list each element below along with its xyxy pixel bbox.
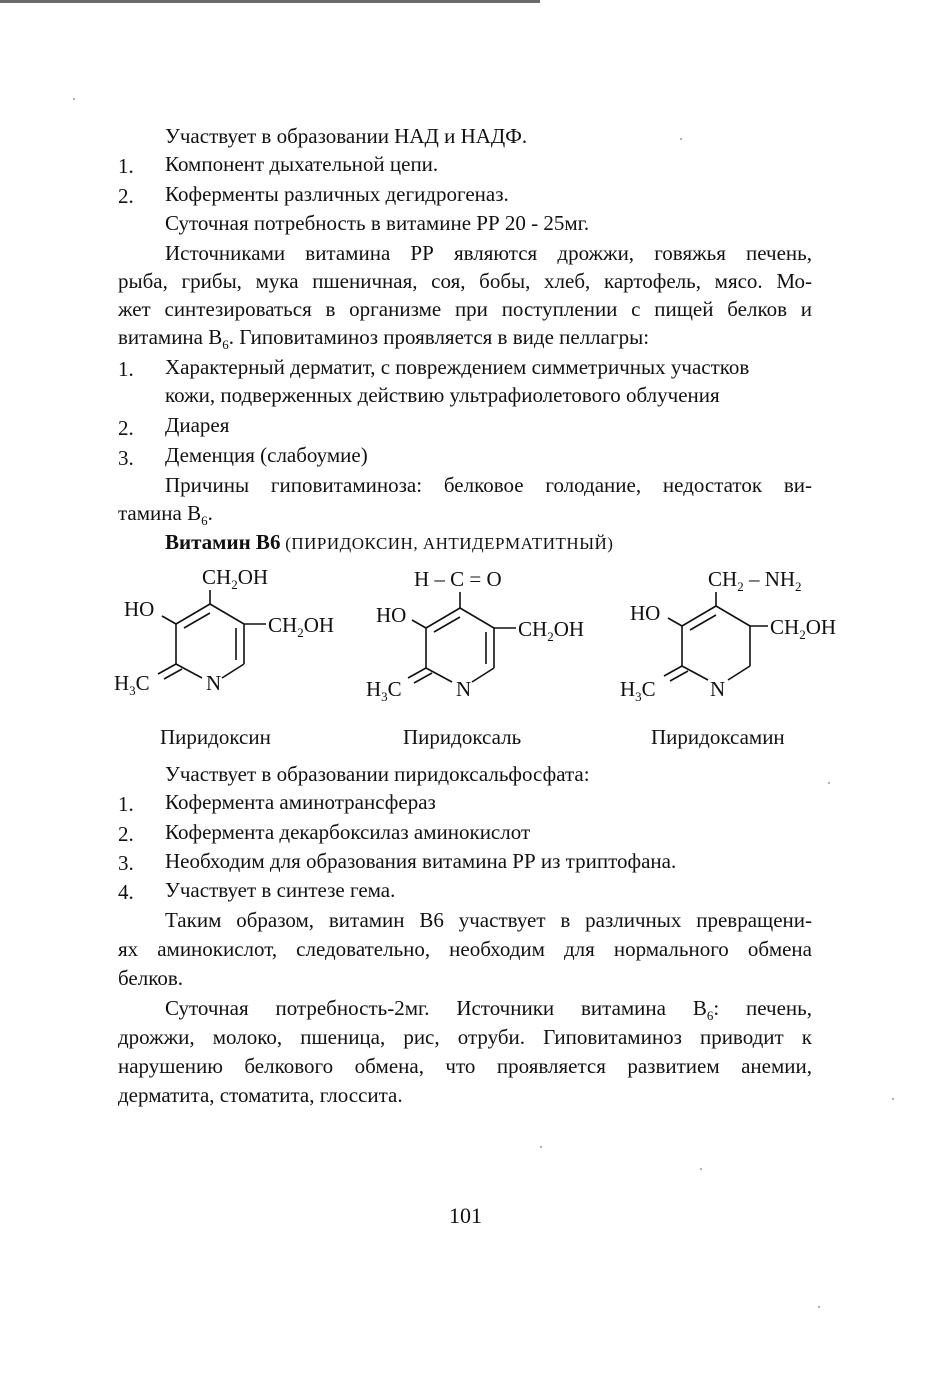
paragraph-b6-sources-line3: нарушению белкового обмена, что проявляется развитием анемии, [118,1054,812,1078]
list1-number-2: 2. [118,184,134,208]
paragraph-sources-pp-line4: витамина $В_6$. Гиповитаминоз проявляется в виде пеллагры: [118,325,650,352]
list2-number-1: 1. [118,357,134,381]
section-heading-vitamin-b6: Витамин В6 (ПИРИДОКСИН, АНТИДЕРМАТИТНЫЙ) [165,530,614,554]
paragraph-conclusion-line1: Таким образом, витамин В6 участвует в различных превращени- [165,908,812,932]
list1-number-1: 1. [118,154,134,178]
paragraph-b6-sources-line1: Суточная потребность-2мг. Источники витамина $В_6$: печень, [165,996,812,1023]
list3-item-3: Необходим для образования витамина РР из триптофана. [165,849,677,873]
scan-speck [680,138,682,140]
pyridoxamine-right-group: $CH_2OH$ [770,615,837,642]
paragraph-sources-pp-line1: Источниками витамина РР являются дрожжи, говяжья печень, [165,241,812,265]
scan-speck [892,1098,894,1100]
pyridoxine-ho-label: HO [124,597,155,621]
paragraph-b6-sources-line2: дрожжи, молоко, пшеница, рис, отруби. Гиповитаминоз приводит к [118,1025,812,1049]
list3-item-2: Кофермента декарбоксилаз аминокислот [165,820,531,844]
list1-item-1: Компонент дыхательной цепи. [165,152,439,176]
pyridoxal-h3c-label: $H_3C$ [366,677,402,704]
paragraph-b6-sources-line4: дерматита, стоматита, глоссита. [118,1083,403,1107]
scan-speck [73,98,75,100]
list2-number-2: 2. [118,416,134,440]
scan-speck [828,782,830,784]
list3-item-1: Кофермента аминотрансфераз [165,790,436,814]
pyridoxal-top-group: H – C = O [414,567,502,591]
scan-speck [700,1168,702,1170]
list3-number-4: 4. [118,880,134,904]
scan-speck [818,1306,820,1308]
paragraph-causes-line2: тамина $В_6$. [118,501,213,528]
list2-item-1: Характерный дерматит, с повреждением симметричных участков [165,355,750,379]
caption-pyridoxamine: Пиридоксамин [651,725,785,749]
paragraph-daily-need-pp: Суточная потребность в витамине РР 20 - 25мг. [165,211,590,235]
paragraph-conclusion-line3: белков. [118,966,184,990]
pyridoxal-n-label: N [456,677,472,701]
paragraph-sources-pp-line3: жет синтезироваться в организме при поступлении с пищей белков и [118,297,812,321]
structure-pyridoxine [110,558,360,708]
pyridoxine-top-group: $CH_2OH$ [202,565,269,592]
caption-pyridoxine: Пиридоксин [160,725,271,749]
list2-item-2: Диарея [165,413,230,437]
list3-number-3: 3. [118,851,134,875]
scan-top-border [0,0,540,3]
page-number: 101 [449,1203,482,1228]
list3-number-2: 2. [118,822,134,846]
list3-item-4: Участвует в синтезе гема. [165,878,396,902]
pyridoxal-ho-label: HO [376,603,407,627]
list2-item-3: Деменция (слабоумие) [165,443,368,467]
list2-item-1-continuation: кожи, подверженных действию ультрафиолетового облучения [165,383,720,407]
pyridoxine-right-group: $CH_2OH$ [268,613,335,640]
paragraph-causes-line1: Причины гиповитаминоза: белковое голодание, недостаток ви- [165,473,812,497]
pyridoxine-h3c-label: $H_3C$ [114,671,150,698]
pyridoxamine-ho-label: HO [630,601,661,625]
caption-pyridoxal: Пиридоксаль [403,725,522,749]
paragraph-nad: Участвует в образовании НАД и НАДФ. [165,124,528,148]
list3-number-1: 1. [118,792,134,816]
pyridoxamine-n-label: N [710,677,726,701]
pyridoxine-n-label: N [206,671,222,695]
list1-item-2: Коферменты различных дегидрогеназ. [165,182,509,206]
structure-pyridoxal [360,558,610,708]
paragraph-sources-pp-line2: рыба, грибы, мука пшеничная, соя, бобы, хлеб, картофель, мясо. Мо- [118,269,812,293]
structure-pyridoxamine [612,558,862,708]
pyridoxamine-top-group: $CH_2 - NH_2$ [708,567,802,594]
pyridoxamine-h3c-label: $H_3C$ [620,677,656,704]
paragraph-pyridoxal-phosphate: Участвует в образовании пиридоксальфосфата: [165,762,590,786]
pyridoxal-right-group: $CH_2OH$ [518,617,585,644]
scan-speck [540,1146,542,1148]
paragraph-conclusion-line2: ях аминокислот, следовательно, необходим для нормального обмена [118,937,812,961]
list2-number-3: 3. [118,446,134,470]
